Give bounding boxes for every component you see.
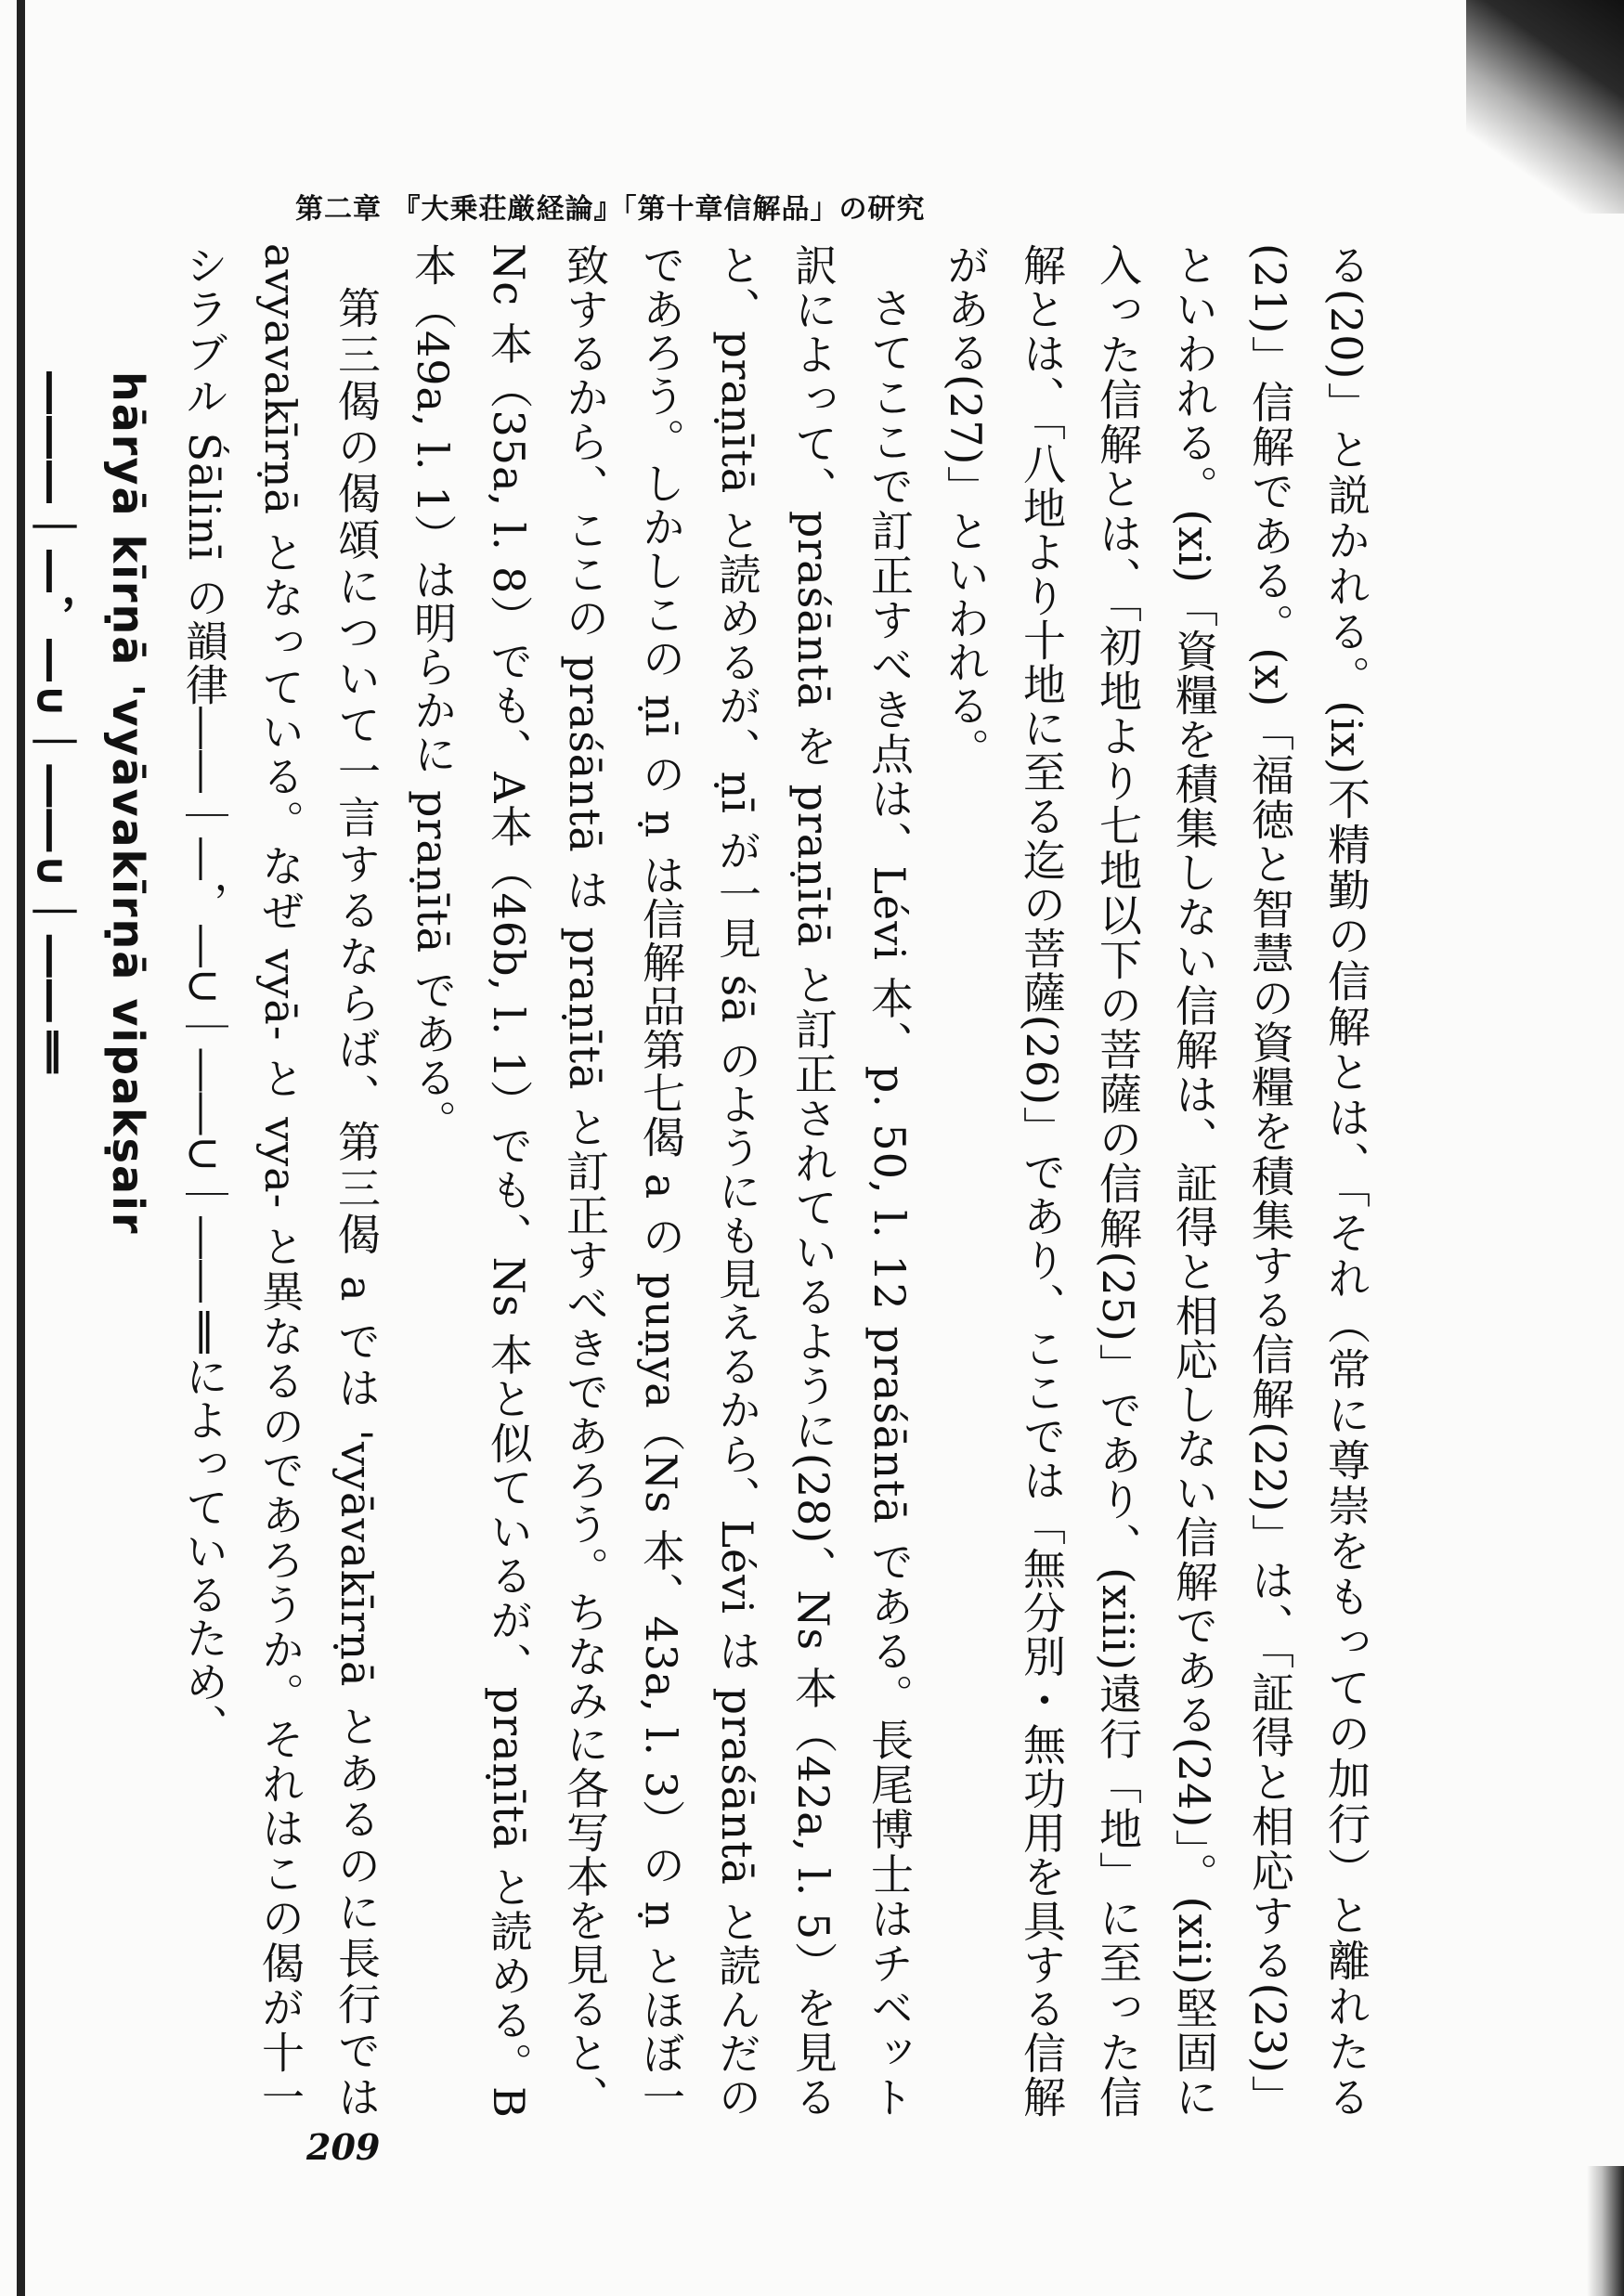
paragraph-4 <box>0 243 14 2119</box>
scan-corner-shadow <box>1466 0 1624 214</box>
meter-line: ―――｜―，―∪｜――∪｜――‖ <box>27 371 77 1076</box>
paragraph-3: 第三偈の偈頌について一言するならば、第三偈 a では 'vyāvakīrṇā とあるのに長行では avyavakīrṇā となっている。なぜ vyā- と vya- と異なるのであろうか。それはこの偈が十一シラブル Śālinī の韻律――｜―，―∪｜――∪｜――‖によっているため、 <box>179 243 382 2119</box>
paragraph-1: る(20)」と説かれる。(ix)不精勤の信解とは、「それ（常に尊崇をもっての加行）と離れたる(21)」信解である。(x)「福徳と智慧の資糧を積集する信解(22)」は、「証得と相応する(23)」といわれる。(xi)「資糧を積集しない信解は、証得と相応しない信解である(24)」。(xii)堅固に入った信解とは、「初地より七地以下の菩薩の信解(25)」であり、(xiii)遠行「地」に至った信解とは、「八地より十地に至る迄の菩薩(26)」であり、ここでは「無分別・無功用を具する信解がある(27)」といわれる。 <box>941 243 1371 2119</box>
page-number: 209 <box>306 2126 381 2168</box>
paragraph-2: さてここで訂正すべき点は、Lévi 本、p. 50, l. 12 praśāntā である。長尾博士はチベット訳によって、praśāntā を praṇītā と訂正されているように(28)、Ns 本（42a, l. 5）を見ると、praṇītā と読めるが、ṇī が一見 śā のようにも見えるから、Lévi は praśāntā と読んだのであろう。しかしこの ṇī の ṇ は信解品第七偈 a の puṇya（Ns 本、43a, l. 3）の ṇ とほぼ一致するから、ここの praśāntā は praṇītā と訂正すべきであろう。ちなみに各写本を見ると、Nc 本（35a, l. 8）でも、A本（46b, l. 1）でも、Ns 本と似ているが、praṇītā と読める。B本（49a, l. 1）は明らかに praṇītā である。 <box>408 243 915 2119</box>
scan-bottom-shadow <box>1587 2166 1624 2296</box>
verse-line: hāryā kīrṇā 'vyāvakīrṇā vipakṣair <box>103 371 153 1236</box>
body-text <box>27 243 1384 2119</box>
running-head: 第二章 『大乗荘厳経論』「第十章信解品」の研究 <box>295 193 926 226</box>
